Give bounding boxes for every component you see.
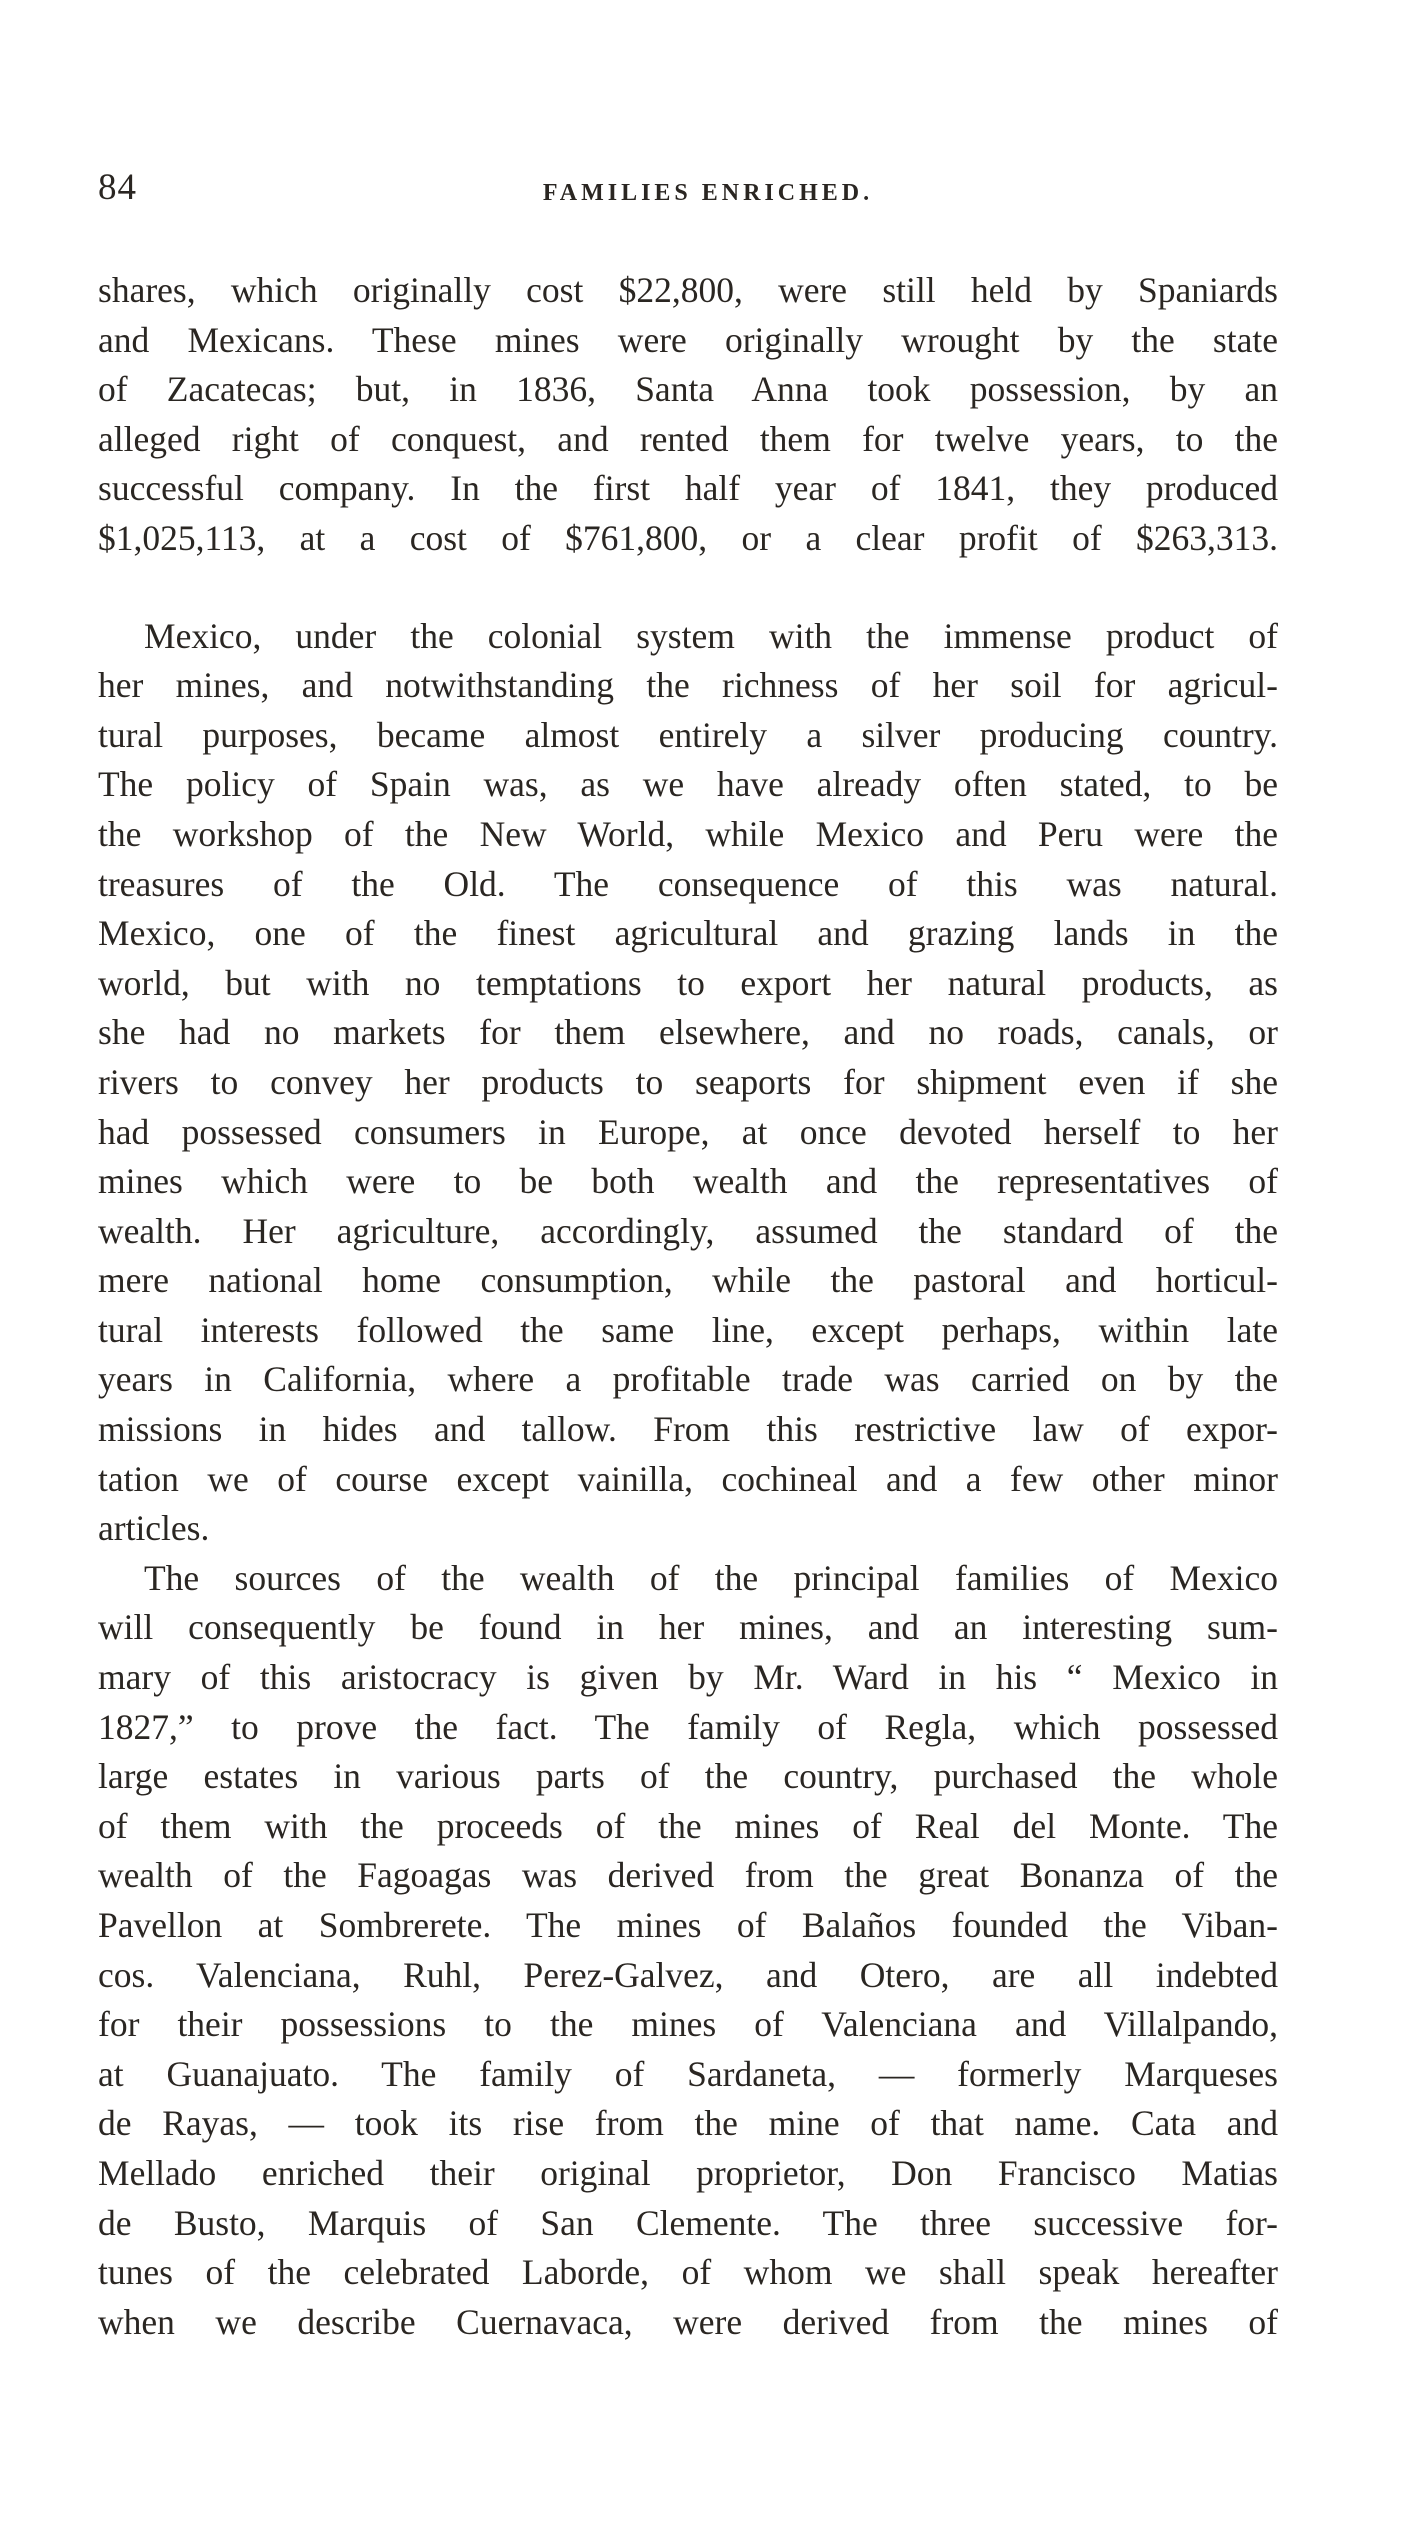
text-line: of Zacatecas; but, in 1836, Santa Anna took possession, by an (98, 369, 1278, 410)
text-line: will consequently be found in her mines, and an interesting sum- (98, 1607, 1278, 1648)
text-line: world, but with no temptations to export her natural products, as (98, 962, 1278, 1003)
text-line: when we describe Cuernavaca, were derived from the mines of (98, 2301, 1278, 2342)
running-title: FAMILIES ENRICHED. (542, 180, 874, 206)
text-line: 1827,” to prove the fact. The family of Regla, which possessed (98, 1706, 1278, 1747)
text-line: alleged right of conquest, and rented them for twelve years, to the (98, 418, 1278, 459)
text-line: mere national home consumption, while the pastoral and horticul- (98, 1260, 1278, 1301)
text-line: cos. Valenciana, Ruhl, Perez-Galvez, and Otero, are all indebted (98, 1954, 1278, 1995)
text-line: shares, which originally cost $22,800, were still held by Spaniards (98, 270, 1278, 310)
text-line: Pavellon at Sombrerete. The mines of Balaños founded the Viban- (98, 1905, 1278, 1945)
text-line: had possessed consumers in Europe, at once devoted herself to her (98, 1111, 1278, 1152)
text-line: tation we of course except vainilla, cochineal and a few other minor (98, 1458, 1278, 1499)
text-line: $1,025,113, at a cost of $761,800, or a clear profit of $263,313. (98, 517, 1278, 558)
text-line: Mellado enriched their original proprietor, Don Francisco Matias (98, 2152, 1278, 2193)
text-line: successful company. In the first half year of 1841, they produced (98, 468, 1278, 509)
text-line: The policy of Spain was, as we have already often stated, to be (98, 764, 1278, 805)
text-line: Mexico, one of the finest agricultural and grazing lands in the (98, 913, 1278, 954)
page-number: 84 (98, 167, 137, 208)
text-line: treasures of the Old. The consequence of this was natural. (98, 863, 1278, 904)
text-line: Mexico, under the colonial system with the immense product of (144, 615, 1278, 656)
text-line: wealth. Her agriculture, accordingly, assumed the standard of the (98, 1210, 1278, 1251)
text-line: large estates in various parts of the country, purchased the whole (98, 1756, 1278, 1797)
text-line: tural purposes, became almost entirely a silver producing country. (98, 714, 1278, 755)
text-line: and Mexicans. These mines were originally wrought by the state (98, 319, 1278, 360)
text-line: tunes of the celebrated Laborde, of whom we shall speak hereafter (98, 2252, 1278, 2293)
paragraph-2 (98, 612, 1278, 1554)
text-line: years in California, where a profitable trade was carried on by the (98, 1359, 1278, 1400)
body-text (98, 266, 1278, 2347)
text-line: tural interests followed the same line, except perhaps, within late (98, 1309, 1278, 1350)
text-line: The sources of the wealth of the principal families of Mexico (144, 1557, 1278, 1598)
text-line: wealth of the Fagoagas was derived from the great Bonanza of the (98, 1855, 1278, 1896)
paragraph-gap (98, 564, 1278, 612)
running-head (98, 166, 1278, 226)
text-line: her mines, and notwithstanding the richness of her soil for agricul- (98, 665, 1278, 706)
text-line: articles. (98, 1508, 210, 1549)
text-line: mary of this aristocracy is given by Mr. Ward in his “ Mexico in (98, 1657, 1278, 1698)
text-line: de Rayas, — took its rise from the mine of that name. Cata and (98, 2103, 1278, 2144)
text-line: missions in hides and tallow. From this restrictive law of expor- (98, 1409, 1278, 1450)
book-page (98, 166, 1278, 2347)
text-line: for their possessions to the mines of Valenciana and Villalpando, (98, 2004, 1278, 2045)
text-line: rivers to convey her products to seaports for shipment even if she (98, 1061, 1278, 1102)
text-line: the workshop of the New World, while Mexico and Peru were the (98, 813, 1278, 854)
text-line: at Guanajuato. The family of Sardaneta, — formerly Marqueses (98, 2053, 1278, 2094)
text-line: mines which were to be both wealth and the representatives of (98, 1161, 1278, 1202)
text-line: of them with the proceeds of the mines of Real del Monte. The (98, 1805, 1278, 1846)
paragraph-1 (98, 266, 1278, 564)
paragraph-3 (98, 1554, 1278, 2348)
text-line: she had no markets for them elsewhere, and no roads, canals, or (98, 1012, 1278, 1053)
text-line: de Busto, Marquis of San Clemente. The three successive for- (98, 2202, 1278, 2243)
